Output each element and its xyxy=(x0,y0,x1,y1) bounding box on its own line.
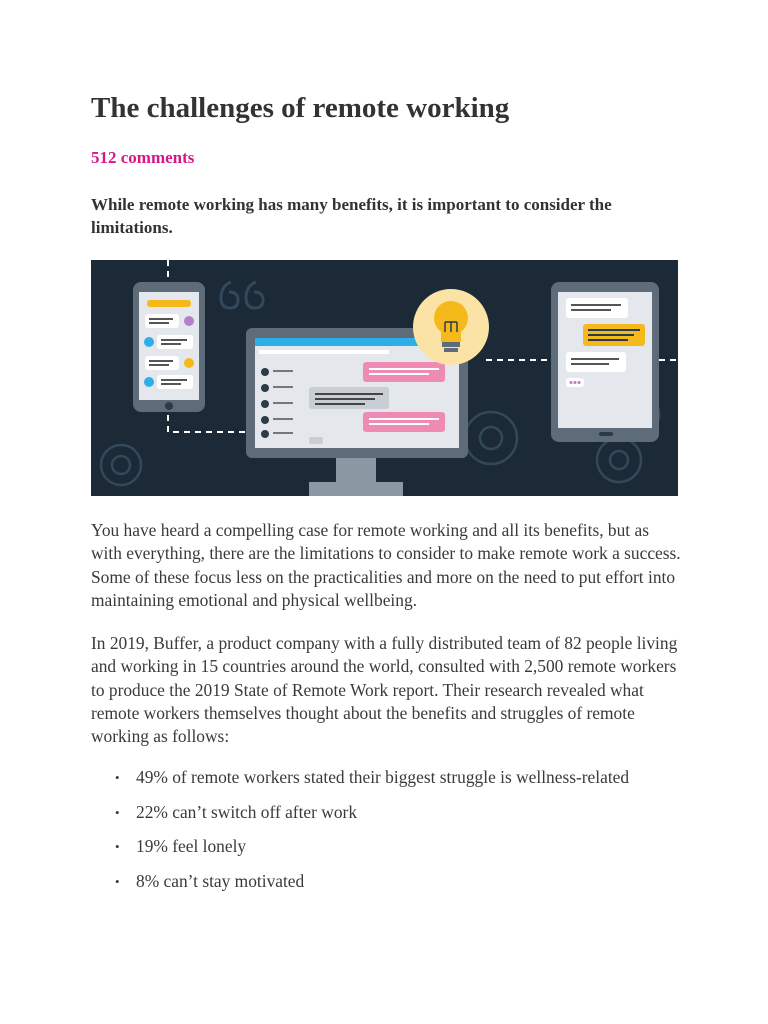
tablet-chat-icon xyxy=(551,282,659,442)
body-paragraph: You have heard a compelling case for remote working and all its benefits, but as with everything, there are the limitations to consider to make remote work a success. Some of these focus less on the practicalities and more on the need to put effort into maintaining emotional and physical wellbeing. xyxy=(91,520,681,610)
list-item-text: 8% can’t stay motivated xyxy=(136,870,305,891)
list-item xyxy=(91,766,629,801)
list-item xyxy=(91,835,629,870)
bullet-icon: • xyxy=(115,839,120,854)
article-title: The challenges of remote working xyxy=(91,92,510,124)
stats-list xyxy=(91,766,629,904)
list-item xyxy=(91,801,629,836)
list-item-text: 22% can’t switch off after work xyxy=(136,801,358,822)
lightbulb-icon xyxy=(413,289,489,365)
bullet-icon: • xyxy=(115,770,120,785)
bullet-icon: • xyxy=(115,804,120,820)
smartphone-chat-icon xyxy=(133,282,205,412)
hero-illustration xyxy=(91,260,678,496)
comments-link[interactable]: 512 comments xyxy=(91,148,195,167)
list-item xyxy=(91,870,629,905)
list-item-text: 19% feel lonely xyxy=(136,836,247,856)
body-paragraph: In 2019, Buffer, a product company with a fully distributed team of 82 people living and working in 15 countries around the world, consulted with 2,500 remote workers to produce the 2019 State of Remote Work report. Their research revealed what remote workers themselves thought about the benefits and struggles of remote working as follows: xyxy=(91,633,678,747)
list-item-text: 49% of remote workers stated their biggest struggle is wellness-related xyxy=(136,767,630,787)
article-lead: While remote working has many benefits, it is important to consider the limitations. xyxy=(91,195,612,237)
bullet-icon: • xyxy=(115,873,120,889)
